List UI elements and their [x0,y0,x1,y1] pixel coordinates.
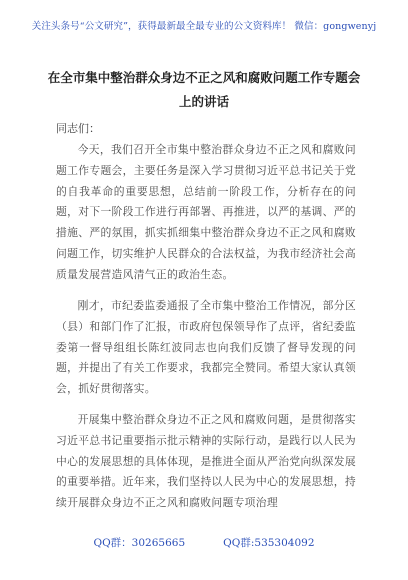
salutation: 同志们： [56,122,100,135]
document-title-line-2: 上的讲话 [178,94,229,109]
footer-qq-group-1: QQ群：30265665 [93,537,186,549]
document-title-line-1: 在全市集中整治群众身边不正之风和腐败问题工作专题会 [47,70,361,85]
header-promo-note: 关注头条号“公文研究”，获得最新最全最专业的公文资料库！ 微信：gongwenyj [31,21,377,32]
document-title [40,66,368,114]
paragraph-1: 今天，我们召开全市集中整治群众身边不正之风和腐败问题工作专题会，主要任务是深入学习贯彻习近平总书记关于党的自我革命的重要思想，总结前一阶段工作，分析存在的问题，对下一阶段工作进行再部署、再推进，以严的基调、严的措施、严的氛围，抓实抓细集中整治群众身边不正之风和腐败问题工作，切实维护人民群众的合法权益，为我市经济社会高质量发展营造风清气正的政治生态。 [56,143,356,281]
footer-qq-group-2: QQ群:535304092 [223,537,315,549]
footer-contact [0,535,408,550]
paragraph-3: 开展集中整治群众身边不正之风和腐败问题，是贯彻落实习近平总书记重要指示批示精神的实际行动，是践行以人民为中心的发展思想的具体体现，是推进全面从严治党向纵深发展的重要举措。近年来，我们坚持以人民为中心的发展思想，持续开展群众身边不正之风和腐败问题专项治理 [56,413,356,510]
paragraph-2: 刚才，市纪委监委通报了全市集中整治工作情况，部分区（县）和部门作了汇报，市政府包保领导作了点评，省纪委监委第一督导组组长陈红波同志也向我们反馈了督导发现的问题，并提出了有关工作要求，我都完全赞同。希望大家认真领会，抓好贯彻落实。 [56,299,356,396]
